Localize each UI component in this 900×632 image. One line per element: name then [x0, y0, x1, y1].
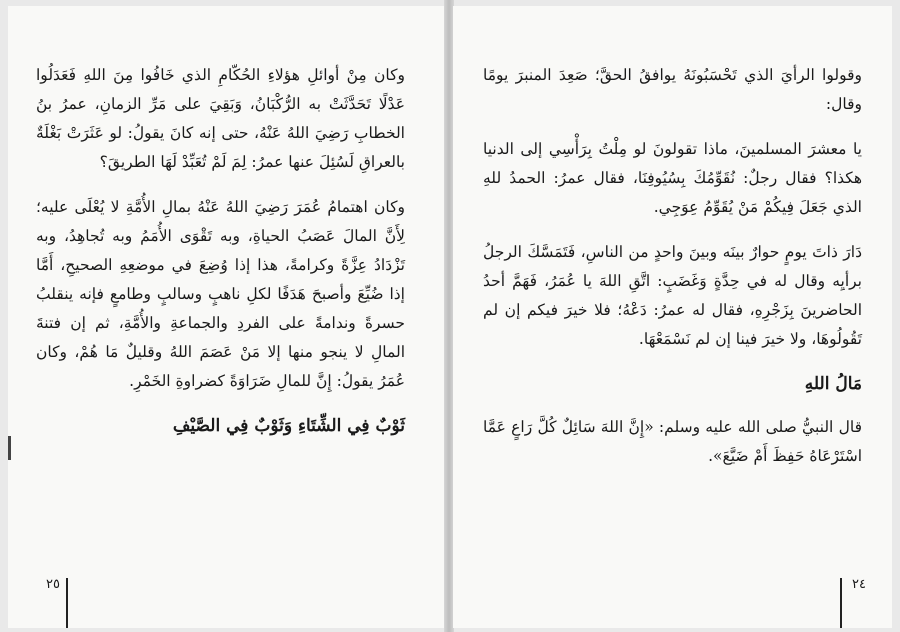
footer-rule	[840, 578, 842, 628]
right-page-text	[483, 61, 862, 487]
right-paragraph-2: يا معشرَ المسلمينَ، ماذا تقولونَ لو مِلْتُ بِرَأْسِي إلى الدنيا هكذا؟ فقال رجلٌ: نُقَوِّمُكَ بِسُيُوفِنَا، فقال عمرُ: الحمدُ للهِ الذي جَعَلَ فِيكُمْ مَنْ يُقَوِّمُ عِوَجِي.	[483, 140, 862, 216]
page-edge-mark	[8, 436, 11, 460]
section-heading: مَالُ اللهِ	[804, 374, 862, 394]
right-paragraph-1: وقولوا الرأيَ الذي تَحْسَبُونَهُ يوافقُ الحقَّ؛ صَعِدَ المنبرَ يومًا وقال:	[483, 66, 862, 113]
left-paragraph-1: وكان مِنْ أوائلِ هؤلاءِ الحُكّامِ الذي خَافُوا مِنَ اللهِ فَعَدَلُوا عَدْلًا تَحَدَّثَتْ به الرُّكْبَانُ، وَبَقِيَ على مَرِّ الزمانِ، عمرُ بنُ الخطابِ رَضِيَ اللهُ عَنْهُ، حتى إنه كانَ يقولُ: لو عَثَرَتْ بَغْلَةٌ بالعراقِ لَسُئِلَ عنها عمرُ: لِمَ لَمْ تُعَبِّدْ لَهَا الطريقَ؟	[36, 66, 405, 171]
page-number: ٢٤	[852, 577, 866, 592]
footer-rule	[66, 578, 68, 628]
section-heading: ثَوْبٌ فِي الشِّتَاءِ وَثَوْبٌ فِي الصَّيْفِ	[172, 416, 405, 436]
hadith-quote: قال النبيُّ صلى الله عليه وسلم: «إِنَّ اللهَ سَائِلٌ كُلَّ رَاعٍ عَمَّا اسْتَرْعَاهُ حَفِظَ أَمْ ضَيَّعَ».	[483, 418, 862, 465]
left-paragraph-2: وكان اهتمامُ عُمَرَ رَضِيَ اللهُ عَنْهُ بمالِ الأُمَّةِ لا يُعْلَى عليه؛ لِأَنَّ المالَ عَصَبُ الحياةِ، وبه تَقْوَى الأُمَمُ وبه تُجاهِدُ، وبه تَزْدَادُ عِزَّةً وكرامةً، هذا إذا وُضِعَ في موضعِهِ الصحيحِ، أَمَّا إذا ضُيِّعَ وأصبحَ هَدَفًا لكلِ ناهبٍ وسالبٍ وطامعٍ فإنه ينقلبُ حسرةً وندامةً على الفردِ والجماعةِ والأُمَّةِ، ثم إن فتنةَ المالِ لا ينجو منها إلا مَنْ عَصَمَ اللهُ وقليلٌ مَا هُمْ، وكان عُمَرُ يقولُ: إِنَّ للمالِ ضَرَاوَةً كضراوةِ الخَمْرِ.	[36, 198, 405, 390]
right-page	[452, 6, 892, 628]
right-paragraph-3: دَارَ ذاتَ يومٍ حوارٌ بينَه وبينَ واحدٍ من الناسِ، فَتَمَسَّكَ الرجلُ برأيِه وقال له في حِدَّةٍ وَغَضَبٍ: اتَّقِ اللهَ يا عُمَرُ، فَهَمَّ أحدُ الحاضرينَ بِزَجْرِهِ، فقال له عمرُ: دَعْهُ؛ فلا خيرَ فيكم إن لم تَقُولُوهَا، ولا خيرَ فينا إن لم نَسْمَعْهَا.	[483, 243, 862, 348]
page-number: ٢٥	[46, 577, 60, 592]
left-page-text	[36, 61, 405, 455]
left-page	[8, 6, 446, 628]
